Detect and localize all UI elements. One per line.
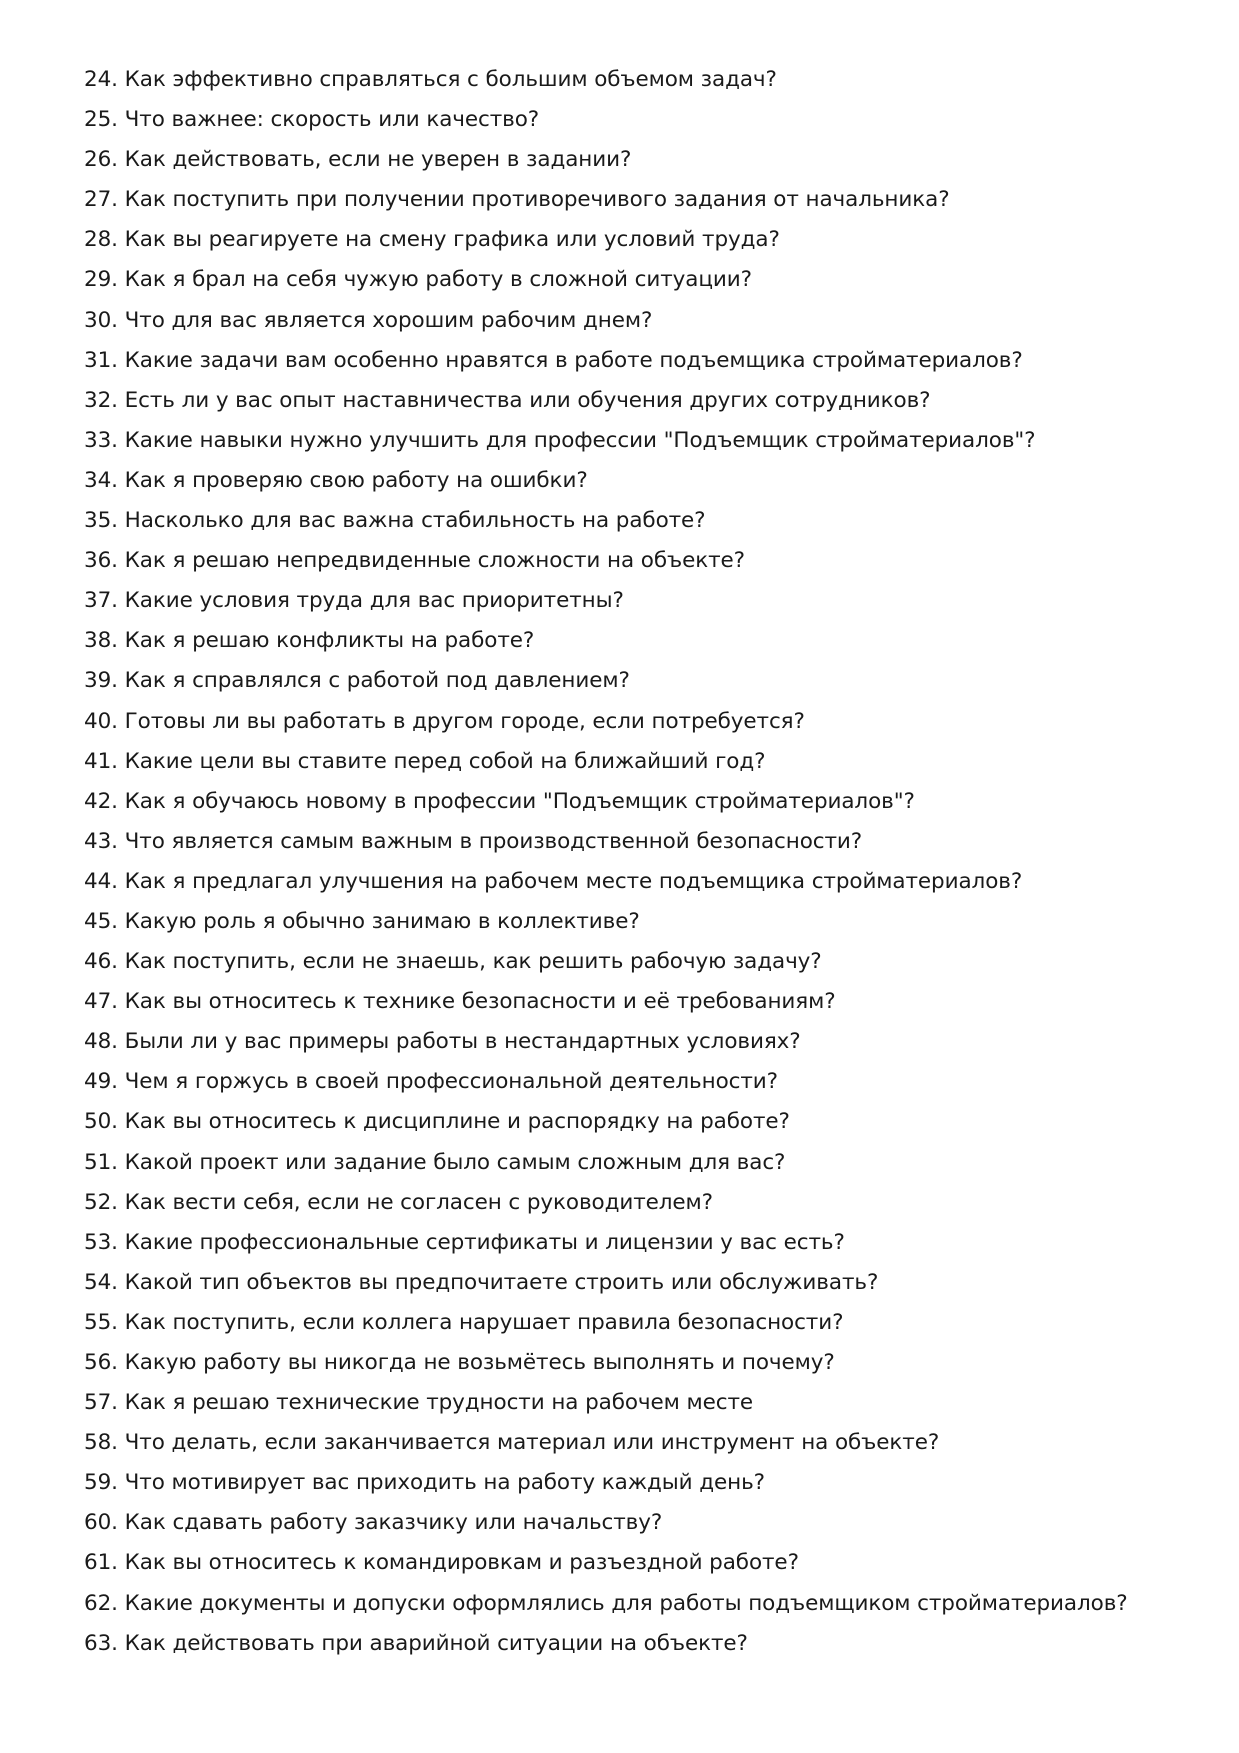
question-number: 45. — [84, 908, 118, 934]
question-text: Готовы ли вы работать в другом городе, если потребуется? — [124, 708, 805, 734]
question-number: 41. — [84, 748, 118, 774]
question-number: 60. — [84, 1510, 118, 1536]
question-item — [84, 1102, 1204, 1142]
question-text: Чем я горжусь в своей профессиональной деятельности? — [124, 1069, 778, 1095]
question-number: 63. — [84, 1630, 118, 1656]
question-number: 61. — [84, 1550, 118, 1576]
question-item — [84, 1423, 1204, 1463]
question-list — [84, 60, 1204, 1664]
question-item — [84, 982, 1204, 1022]
question-item — [84, 1584, 1204, 1624]
question-item — [84, 60, 1204, 100]
question-item — [84, 260, 1204, 300]
question-number: 43. — [84, 828, 118, 854]
question-item — [84, 1263, 1204, 1303]
question-text: Как поступить, если не знаешь, как решить рабочую задачу? — [124, 949, 822, 975]
question-text: Как я обучаюсь новому в профессии "Подъемщик стройматериалов"? — [124, 788, 915, 814]
question-item — [84, 301, 1204, 341]
question-number: 24. — [84, 67, 118, 92]
question-text: Как я решаю технические трудности на рабочем месте — [124, 1390, 754, 1416]
question-number: 32. — [84, 387, 118, 413]
question-number: 56. — [84, 1350, 118, 1375]
question-number: 49. — [84, 1069, 118, 1095]
question-number: 31. — [84, 347, 118, 373]
question-text: Как я брал на себя чужую работу в сложной ситуации? — [124, 267, 752, 293]
question-text: Какой проект или задание было самым сложным для вас? — [124, 1149, 786, 1175]
question-item — [84, 1383, 1204, 1423]
question-item — [84, 501, 1204, 541]
question-text: Какие профессиональные сертификаты и лицензии у вас есть? — [124, 1229, 845, 1255]
question-item — [84, 541, 1204, 581]
question-item — [84, 140, 1204, 180]
question-text: Как эффективно справляться с большим объемом задач? — [124, 67, 777, 92]
question-number: 42. — [84, 788, 118, 814]
question-item — [84, 742, 1204, 782]
question-number: 37. — [84, 588, 118, 614]
question-number: 44. — [84, 868, 118, 894]
question-text: Как поступить при получении противоречивого задания от начальника? — [124, 187, 950, 213]
question-text: Как вы реагируете на смену графика или условий труда? — [124, 227, 780, 253]
question-text: Какой тип объектов вы предпочитаете строить или обслуживать? — [124, 1269, 879, 1295]
question-item — [84, 100, 1204, 140]
question-number: 50. — [84, 1109, 118, 1135]
question-number: 38. — [84, 628, 118, 654]
question-item — [84, 1223, 1204, 1263]
question-text: Какую роль я обычно занимаю в коллективе? — [124, 908, 640, 934]
question-number: 46. — [84, 949, 118, 975]
question-number: 48. — [84, 1029, 118, 1055]
question-number: 33. — [84, 427, 118, 453]
question-text: Как я предлагал улучшения на рабочем месте подъемщика стройматериалов? — [124, 868, 1023, 894]
question-item — [84, 1062, 1204, 1102]
question-item — [84, 621, 1204, 661]
question-number: 53. — [84, 1229, 118, 1255]
question-text: Были ли у вас примеры работы в нестандартных условиях? — [124, 1029, 801, 1055]
question-text: Насколько для вас важна стабильность на работе? — [124, 508, 706, 534]
question-item — [84, 782, 1204, 822]
question-number: 47. — [84, 989, 118, 1015]
question-text: Как вы относитесь к дисциплине и распорядку на работе? — [124, 1109, 790, 1135]
question-text: Что для вас является хорошим рабочим днем? — [124, 307, 653, 333]
question-item — [84, 822, 1204, 862]
question-item — [84, 1463, 1204, 1503]
question-text: Что важнее: скорость или качество? — [124, 107, 540, 133]
question-text: Как вы относитесь к командировкам и разъездной работе? — [124, 1550, 799, 1576]
question-text: Какие цели вы ставите перед собой на ближайший год? — [124, 748, 766, 774]
question-text: Какие навыки нужно улучшить для профессии "Подъемщик стройматериалов"? — [124, 427, 1036, 453]
question-item — [84, 942, 1204, 982]
question-item — [84, 1503, 1204, 1543]
question-text: Какую работу вы никогда не возьмётесь выполнять и почему? — [124, 1350, 835, 1375]
question-text: Что делать, если заканчивается материал или инструмент на объекте? — [124, 1430, 940, 1456]
question-item — [84, 461, 1204, 501]
question-number: 39. — [84, 668, 118, 694]
question-text: Как я справлялся с работой под давлением? — [124, 668, 630, 694]
question-number: 29. — [84, 267, 118, 293]
question-number: 26. — [84, 147, 118, 173]
question-item — [84, 1143, 1204, 1183]
question-number: 28. — [84, 227, 118, 253]
question-number: 62. — [84, 1590, 118, 1616]
question-text: Как я проверяю свою работу на ошибки? — [124, 467, 588, 493]
question-item — [84, 702, 1204, 742]
question-text: Как вести себя, если не согласен с руководителем? — [124, 1189, 713, 1215]
question-text: Есть ли у вас опыт наставничества или обучения других сотрудников? — [124, 387, 931, 413]
question-item — [84, 902, 1204, 942]
question-text: Как сдавать работу заказчику или начальству? — [124, 1510, 663, 1536]
question-text: Как я решаю конфликты на работе? — [124, 628, 535, 654]
question-number: 36. — [84, 548, 118, 574]
question-text: Как поступить, если коллега нарушает правила безопасности? — [124, 1309, 844, 1335]
question-text: Как действовать при аварийной ситуации на объекте? — [124, 1630, 748, 1656]
question-number: 59. — [84, 1470, 118, 1496]
question-item — [84, 1022, 1204, 1062]
question-text: Что является самым важным в производственной безопасности? — [124, 828, 863, 854]
question-number: 55. — [84, 1309, 118, 1335]
question-text: Какие документы и допуски оформлялись для работы подъемщиком стройматериалов? — [124, 1590, 1128, 1616]
question-item — [84, 1624, 1204, 1664]
question-item — [84, 1343, 1204, 1383]
question-item — [84, 180, 1204, 220]
question-number: 57. — [84, 1390, 118, 1416]
question-text: Как вы относитесь к технике безопасности и её требованиям? — [124, 989, 836, 1015]
question-item — [84, 1543, 1204, 1583]
question-number: 51. — [84, 1149, 118, 1175]
question-number: 25. — [84, 107, 118, 133]
question-text: Какие условия труда для вас приоритетны? — [124, 588, 624, 614]
question-item — [84, 862, 1204, 902]
question-number: 35. — [84, 508, 118, 534]
question-item — [84, 220, 1204, 260]
question-text: Какие задачи вам особенно нравятся в работе подъемщика стройматериалов? — [124, 347, 1023, 373]
question-number: 27. — [84, 187, 118, 213]
question-number: 34. — [84, 467, 118, 493]
question-item — [84, 421, 1204, 461]
question-item — [84, 341, 1204, 381]
question-text: Что мотивирует вас приходить на работу каждый день? — [124, 1470, 765, 1496]
question-number: 58. — [84, 1430, 118, 1456]
question-text: Как действовать, если не уверен в задании? — [124, 147, 632, 173]
question-item — [84, 581, 1204, 621]
question-number: 30. — [84, 307, 118, 333]
question-number: 54. — [84, 1269, 118, 1295]
question-item — [84, 1303, 1204, 1343]
question-item — [84, 1183, 1204, 1223]
question-item — [84, 661, 1204, 701]
question-text: Как я решаю непредвиденные сложности на объекте? — [124, 548, 745, 574]
question-number: 40. — [84, 708, 118, 734]
question-item — [84, 381, 1204, 421]
question-number: 52. — [84, 1189, 118, 1215]
